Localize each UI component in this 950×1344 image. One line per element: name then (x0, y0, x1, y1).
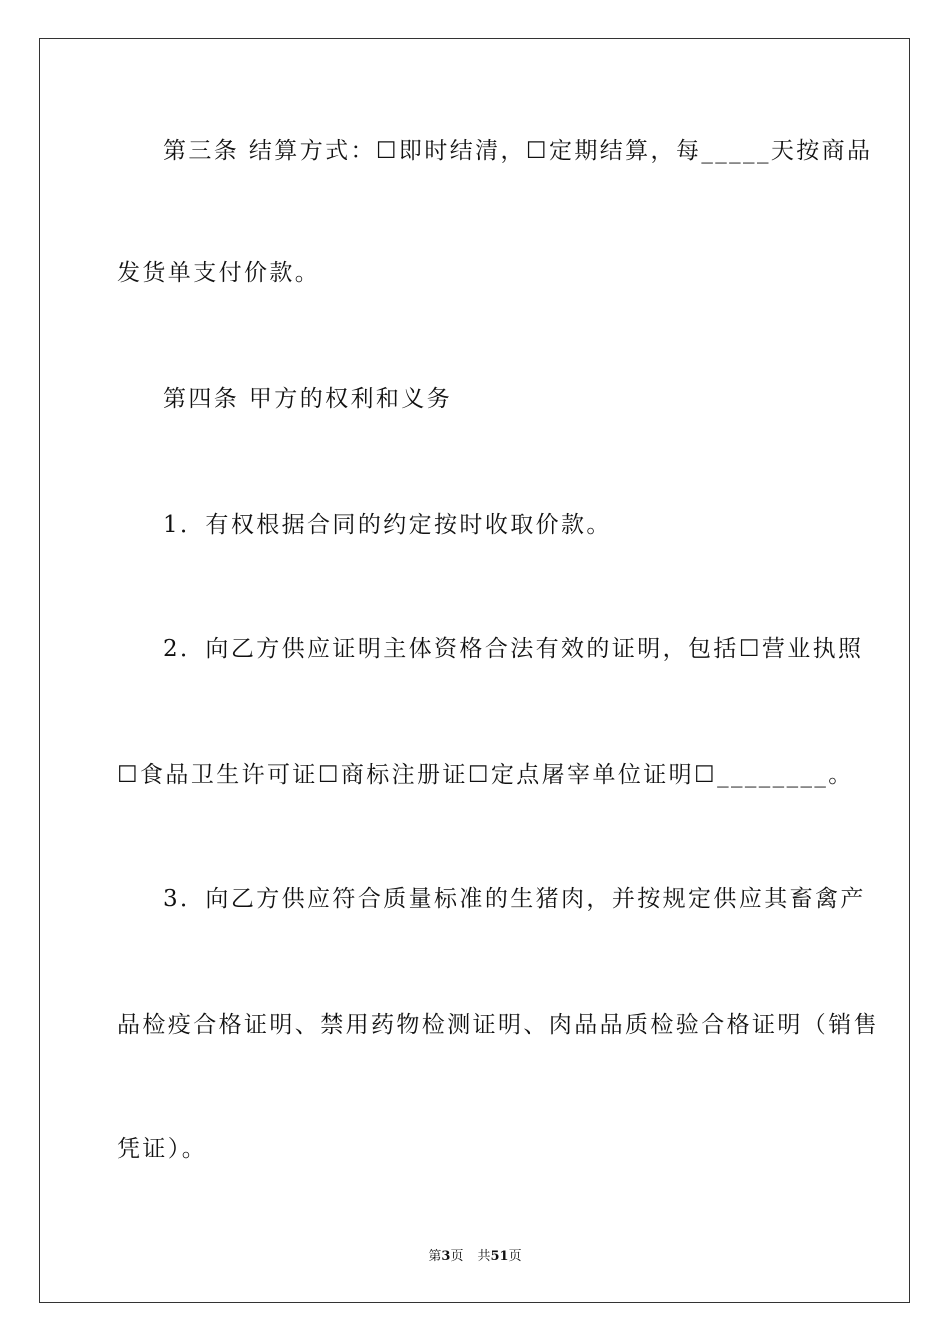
item-1-line: 1．有权根据合同的约定按时收取价款。 (163, 512, 612, 538)
clause-4-heading: 第四条 甲方的权利和义务 (163, 386, 453, 412)
total-prefix: 共 (477, 1249, 491, 1264)
clause-3-line-2: 发货单支付价款。 (117, 260, 321, 286)
page-border (39, 38, 910, 1303)
item-3-line-2: 品检疫合格证明、禁用药物检测证明、肉品品质检验合格证明（销售 (117, 1012, 879, 1038)
clause-3-line-1: 第三条 结算方式：☐即时结清，☐定期结算，每_____天按商品 (163, 138, 873, 164)
page-suffix: 页 (450, 1249, 464, 1264)
total-suffix: 页 (508, 1249, 522, 1264)
page-footer (0, 1248, 950, 1266)
total-pages: 51 (490, 1249, 509, 1264)
page-number: 3 (441, 1249, 451, 1264)
item-3-line-1: 3．向乙方供应符合质量标准的生猪肉，并按规定供应其畜禽产 (163, 886, 866, 912)
item-3-line-3: 凭证）。 (117, 1136, 208, 1162)
item-2-line-2: ☐食品卫生许可证☐商标注册证☐定点屠宰单位证明☐________。 (117, 762, 854, 788)
item-2-line-1: 2．向乙方供应证明主体资格合法有效的证明，包括☐营业执照 (163, 636, 864, 662)
page-prefix: 第 (428, 1249, 442, 1264)
